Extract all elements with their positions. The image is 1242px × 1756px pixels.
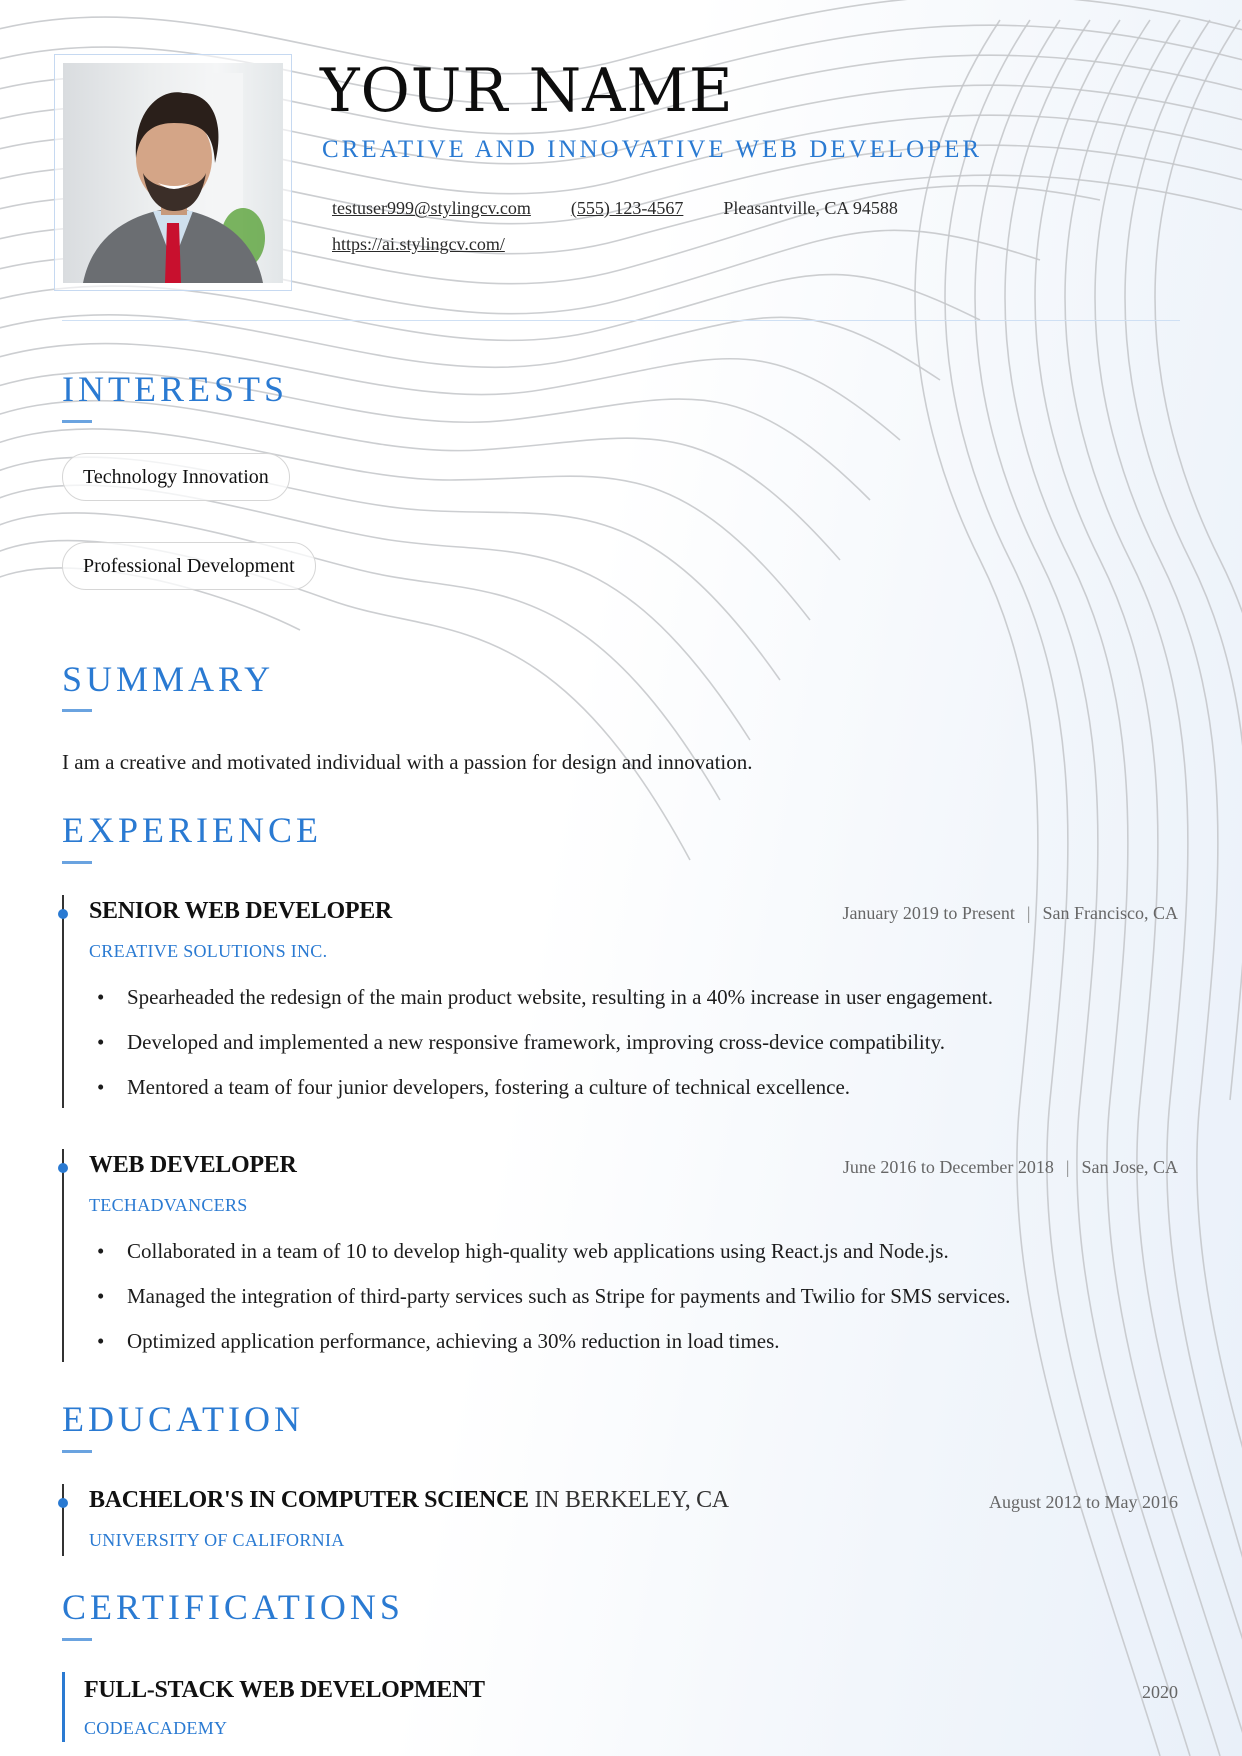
interest-chip: Technology Innovation: [62, 453, 290, 501]
email-link[interactable]: testuser999@stylingcv.com: [332, 198, 531, 218]
summary-text: I am a creative and motivated individual with a passion for design and innovation.: [62, 750, 753, 774]
bullet-item: • Optimized application performance, achieving a 30% reduction in load times.: [97, 1326, 1010, 1371]
degree-name: BACHELOR'S IN COMPUTER SCIENCE: [89, 1487, 529, 1513]
job-location: San Francisco, CA: [1042, 903, 1178, 923]
certification-accent-bar: [62, 1672, 65, 1742]
phone-link[interactable]: (555) 123-4567: [570, 198, 684, 218]
contact-row: [332, 198, 898, 219]
bullet-item: • Spearheaded the redesign of the main product website, resulting in a 40% increase in user engagement.: [97, 982, 993, 1027]
job-location: San Jose, CA: [1081, 1157, 1178, 1177]
job-title: SENIOR WEB DEVELOPER: [89, 898, 392, 924]
bullet-item: • Developed and implemented a new responsive framework, improving cross-device compatibility.: [97, 1027, 993, 1072]
job-dates: January 2019 to Present: [842, 903, 1015, 923]
website-link[interactable]: https://ai.stylingcv.com/: [332, 234, 505, 254]
timeline-dot-icon: [58, 1163, 68, 1173]
certification-meta: [1142, 1682, 1178, 1703]
education-underline: [62, 1450, 92, 1453]
contact-row-2: [332, 234, 505, 255]
bullet-item: • Collaborated in a team of 10 to develop high-quality web applications using React.js and Node.js.: [97, 1236, 1010, 1281]
timeline-line: [62, 1149, 64, 1362]
profile-photo: [63, 63, 283, 283]
job-bullets: [97, 1236, 1010, 1371]
certification-issuer: CODEACADEMY: [84, 1718, 228, 1738]
experience-entry: [62, 1149, 1178, 1362]
bullet-item: • Mentored a team of four junior developers, fostering a culture of technical excellence.: [97, 1072, 993, 1117]
company-name: CREATIVE SOLUTIONS INC.: [89, 941, 328, 961]
job-dates: June 2016 to December 2018: [842, 1157, 1054, 1177]
education-entry: [62, 1484, 1178, 1556]
certification-year: 2020: [1142, 1682, 1178, 1702]
education-dates: August 2012 to May 2016: [989, 1492, 1178, 1512]
timeline-line: [62, 895, 64, 1108]
education-heading: EDUCATION: [62, 1399, 304, 1439]
job-title: WEB DEVELOPER: [89, 1152, 297, 1178]
interest-chip: Professional Development: [62, 542, 316, 590]
experience-heading: EXPERIENCE: [62, 810, 322, 850]
meta-separator: |: [1065, 1157, 1070, 1177]
certifications-underline: [62, 1638, 92, 1641]
certification-name: FULL-STACK WEB DEVELOPMENT: [84, 1677, 485, 1703]
timeline-dot-icon: [58, 909, 68, 919]
company-name: TECHADVANCERS: [89, 1195, 248, 1215]
meta-separator: |: [1026, 903, 1031, 923]
interests-underline: [62, 420, 92, 423]
location-text: Pleasantville, CA 94588: [723, 198, 898, 218]
school-name: UNIVERSITY OF CALIFORNIA: [89, 1530, 345, 1550]
interests-heading: INTERESTS: [62, 369, 289, 409]
experience-underline: [62, 861, 92, 864]
bullet-item: • Managed the integration of third-party services such as Stripe for payments and Twilio for SMS services.: [97, 1281, 1010, 1326]
job-meta: [843, 1157, 1178, 1178]
summary-heading: SUMMARY: [62, 659, 275, 699]
experience-entry: [62, 895, 1178, 1108]
job-bullets: [97, 982, 993, 1117]
person-avatar-icon: [63, 63, 283, 283]
timeline-dot-icon: [58, 1498, 68, 1508]
timeline-line: [62, 1484, 64, 1556]
certifications-heading: CERTIFICATIONS: [62, 1587, 404, 1627]
degree-title: [89, 1487, 729, 1514]
job-meta: [842, 903, 1178, 924]
certification-entry: [62, 1672, 1178, 1742]
summary-underline: [62, 709, 92, 712]
profile-photo-frame: [54, 54, 292, 291]
degree-location: IN BERKELEY, CA: [534, 1487, 729, 1513]
header-divider: [62, 320, 1180, 321]
education-meta: [989, 1492, 1178, 1513]
candidate-name: YOUR NAME: [320, 56, 734, 126]
candidate-title: CREATIVE AND INNOVATIVE WEB DEVELOPER: [322, 136, 983, 163]
